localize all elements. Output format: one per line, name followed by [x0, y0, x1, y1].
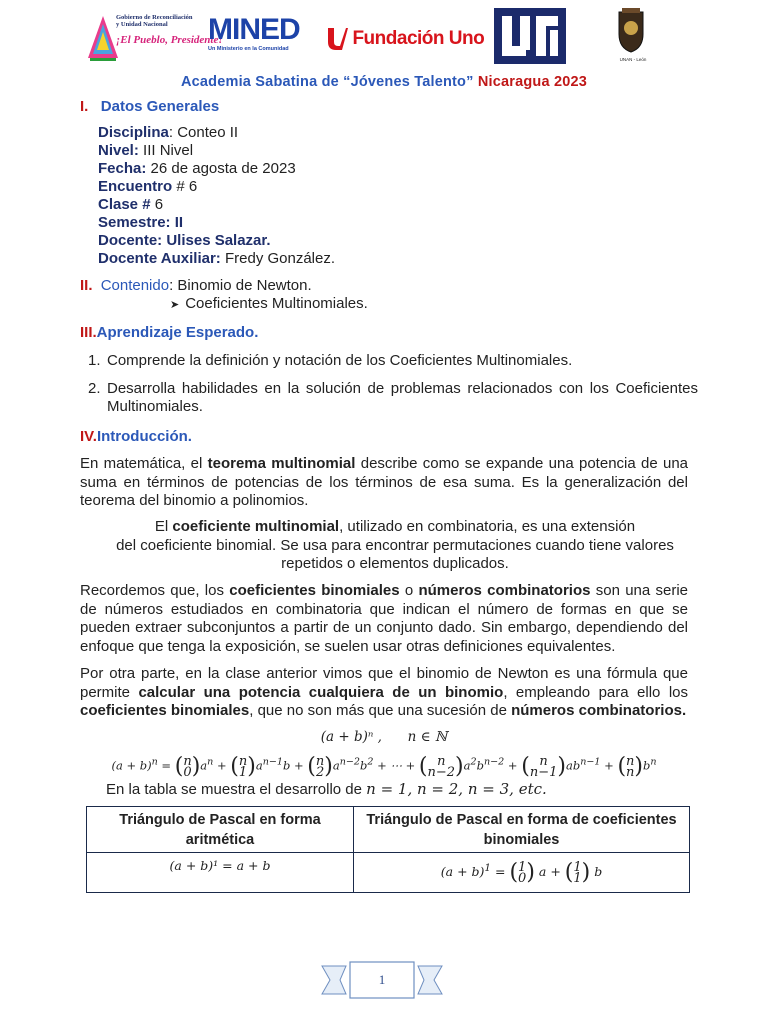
field-docente-auxiliar: Docente Auxiliar: Fredy González.	[98, 250, 336, 267]
uni-logo	[494, 8, 566, 64]
header-left: Triángulo de Pascal en forma aritmética	[87, 807, 354, 853]
list-item: 2. Desarrolla habilidades en la solución de problemas relacionados con los Coeficientes Multinomiales.	[88, 380, 698, 415]
gov-slogan: ¡El Pueblo, Presidente!	[116, 34, 223, 46]
gov-logo	[86, 12, 223, 66]
row1-right: $(a + b)^1 = (1$ 0) a + (1 1) b	[354, 853, 690, 893]
page-number: 1	[378, 972, 386, 987]
mined-wordmark: MINED	[208, 13, 300, 46]
section-heading: Datos Generales	[100, 98, 220, 115]
intro-paragraph-1: En matemática, el teorema multinomial describe como se expande una potencia de una suma en términos de potencias de los términos de esa suma. Es la generalización del teorema del binomio a polinomios.	[80, 455, 689, 509]
field-docente: Docente: Ulises Salazar.	[98, 232, 271, 249]
gov-line2: y Unidad Nacional	[116, 21, 168, 28]
table-intro: En la tabla se muestra el desarrollo de n = 1, n = 2, n = 3, etc.	[106, 780, 547, 798]
intro-paragraph-2: El coeficiente multinomial, utilizado en combinatoria, es una extensión del coeficiente binomial. Se usa para encontrar permutaciones cuando tiene valores repetidos o elementos duplicados.	[116, 518, 674, 572]
field-disciplina: Disciplina: Conteo II	[98, 124, 239, 141]
section-introduccion	[80, 428, 192, 446]
formula-binomial-power: (a + b)ⁿ , n ∈ ℕ	[320, 729, 448, 745]
field-clase: Clase # 6	[98, 196, 164, 213]
section-heading: Aprendizaje Esperado.	[96, 324, 259, 341]
header-right: Triángulo de Pascal en forma de coeficientes binomiales	[354, 807, 690, 853]
uni-mark-icon	[494, 8, 566, 64]
page-number-banner	[320, 960, 444, 1000]
unan-crest	[616, 8, 650, 70]
section-aprendizaje	[80, 324, 258, 342]
aprendizaje-list	[88, 352, 698, 416]
section-roman: III.	[80, 324, 97, 341]
section-heading: Introducción.	[96, 428, 192, 445]
mined-logo	[208, 13, 300, 64]
triangle-emblem-icon	[86, 14, 120, 64]
pascal-table	[86, 806, 690, 893]
arrow-bullet-icon: ➤	[170, 299, 180, 311]
page-title	[0, 74, 768, 90]
u-mark-icon	[326, 26, 348, 52]
list-item: 1. Comprende la definición y notación de los Coeficientes Multinomiales.	[88, 352, 573, 369]
contenido-bullet-text: Coeficientes Multinomiales.	[185, 295, 368, 312]
fundacion-uno-logo	[326, 26, 484, 56]
title-year: Nicaragua 2023	[477, 74, 588, 90]
section-contenido	[80, 277, 312, 294]
contenido-bullet	[170, 295, 368, 312]
field-semestre: Semestre: II	[98, 214, 184, 231]
mined-sub: Un Ministerio en la Comunidad	[208, 46, 289, 52]
formula-newton-expansion: $(a + b)^n = (n$ $0)a^n + (n$ $1)a^{n-1}b + (n$ $2)a^{n-2}b^2$ + ⋯ + ( n $n-2)a^2b^{n-2}$ + ( n $n-1)ab^{n-1} + (n$ $n)b^n$	[111, 753, 657, 780]
section-heading: Contenido	[100, 277, 170, 294]
field-nivel: Nivel: III Nivel	[98, 142, 194, 159]
intro-paragraph-4: Por otra parte, en la clase anterior vimos que el binomio de Newton es una fórmula que permite calcular una potencia cualquiera de un binomio, empleando para ello los coeficientes binomiales, que no son más que una sucesión de números combinatorios.	[80, 665, 688, 719]
title-main: Academia Sabatina de “Jóvenes Talento”	[180, 74, 474, 90]
gov-line1: Gobierno de Reconciliación	[116, 14, 193, 21]
field-fecha: Fecha: 26 de agosta de 2023	[98, 160, 296, 177]
fundacion-wordmark: Fundación Uno	[352, 28, 485, 49]
logo-header	[0, 8, 768, 70]
intro-paragraph-3: Recordemos que, los coeficientes binomiales o números combinatorios son una serie de números estudiados en combinatoria que indican el número de formas en que se pueden extraer subconjuntos a partir de un conjunto dado. Sin embargo, dependiendo del enfoque que tenga la exposición, se suelen usar otras definiciones equivalentes.	[80, 582, 689, 655]
crest-icon	[616, 8, 646, 54]
section-datos-generales	[80, 98, 219, 116]
field-encuentro: Encuentro # 6	[98, 178, 198, 195]
unan-caption: UNAN - León	[619, 57, 647, 62]
row1-left: (a + b)¹ = a + b	[87, 853, 354, 893]
section-roman: IV.	[80, 428, 97, 445]
contenido-value: : Binomio de Newton.	[169, 277, 312, 294]
general-data-list	[98, 124, 335, 268]
section-roman: I.	[80, 98, 89, 115]
section-roman: II.	[80, 277, 93, 294]
